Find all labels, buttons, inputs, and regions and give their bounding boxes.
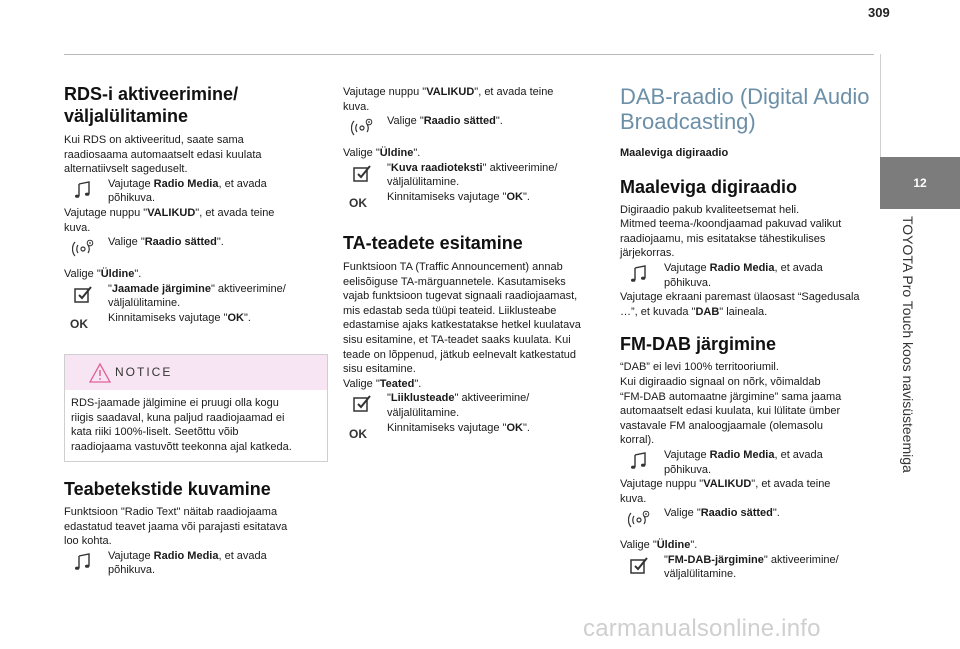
heading-dab: DAB-raadio (Digital Audio Broadcasting) [620,84,870,134]
notice-body: RDS-jaamade jälgimine ei pruugi olla kogu riigis saadaval, kuna paljud raadiojaamad ei kata riiki 100%-liselt. Seetõttu võib raadiojaama vastuvõtt teekonna ajal katkeda. [71,397,292,453]
radio-settings-icon[interactable] [628,508,650,530]
step-radio-settings-2: Valige "Raadio sätted". [343,114,603,142]
step-radio-media-3: Vajutage Radio Media, et avada põhikuva. [620,261,882,290]
fm-options-text: Vajutage nuppu "VALIKUD", et avada teine kuva. [620,478,831,505]
notice-header [65,355,327,390]
checkbox-icon[interactable] [72,284,94,306]
notice-box [64,354,328,462]
rds-general-text: Valige "Üldine". [64,268,142,281]
rds-intro: Kui RDS on aktiveeritud, saate sama raadiosaama automaatselt edasi kuulata alternatiivselt sageduselt. [64,134,262,176]
warning-icon [89,363,111,383]
step-confirm-ok-3: OK Kinnitamiseks vajutage "OK". [349,421,530,441]
step-fm-dab-following: "FM-DAB-järgimine" aktiveerimine/ väljalülitamine. [620,553,882,582]
heading-fm-dab: FM-DAB järgimine [620,334,777,355]
step-traffic-announcement: "Liiklusteade" aktiveerimine/ väljalülitamine. [343,391,603,420]
radio-text-intro: Funktsioon "Radio Text" näitab raadiojaama edastatud teavet jaama või parajasti esitatava loo kohta. [64,506,288,548]
checkbox-icon[interactable] [351,163,373,185]
column-right [620,84,882,582]
notice-title: NOTICE [115,365,173,379]
heading-rds: RDS-i aktiveerimine/ väljalülitamine [64,84,239,126]
music-note-icon[interactable] [628,450,650,472]
section-tab[interactable]: 12 [880,157,960,209]
heading-digital-radio: Maaleviga digiraadio [620,176,798,197]
step-confirm-ok: OK Kinnitamiseks vajutage "OK". [70,311,251,331]
step-radio-settings-3: Valige "Raadio sätted". [620,506,882,534]
step-radio-settings: Valige "Raadio sätted". [64,235,326,263]
heading-radio-text: Teabetekstide kuvamine [64,479,271,499]
page-number: 309 [868,5,890,20]
ok-button[interactable]: OK [70,316,88,331]
radio-settings-icon[interactable] [72,237,94,259]
radio-settings-icon[interactable] [351,116,373,138]
step-radio-media-4: Vajutage Radio Media, et avada põhikuva. [620,448,882,477]
step-confirm-ok-2: OK Kinnitamiseks vajutage "OK". [349,190,530,210]
column-left [64,83,326,331]
checkbox-icon[interactable] [351,393,373,415]
checkbox-icon[interactable] [628,555,650,577]
step-station-following: "Jaamade järgimine" aktiveerimine/ väljalülitamine. [64,282,326,311]
column-left-lower [64,478,326,578]
band-select-text: Vajutage ekraani paremast ülaosast “Sagedusala …”, et kuvada "DAB" laineala. [620,291,860,318]
dab-subheading: Maaleviga digiraadio [620,147,729,159]
chapter-side-title: TOYOTA Pro Touch koos navisüsteemiga [900,216,916,473]
fm-dab-intro: “DAB” ei levi 100% territooriumil. Kui digiraadio signaal on nõrk, võimaldab “FM-DAB automaatne järgimine” sama jaama automaatselt edasi kuulata, kui lülitate ümber vastavale FM analoogjaamale (olemasolu korral). [620,361,842,447]
rt-options-text: Vajutage nuppu "VALIKUD", et avada teine kuva. [343,86,554,113]
step-radio-media-2: Vajutage Radio Media, et avada põhikuva. [64,549,326,578]
ta-intro: Funktsioon TA (Traffic Announcement) annab eelisõiguse TA-märguannetele. Kasutamiseks vajab funktsioon tugevat signaali raadiojaamast, mis edastab seda tüüpi teateid. Liiklusteabe edastamise ajaks katkestatakse hetkel kuulatava sisu esitamine, et TA-teadet saaks kuulata. Kui teade on lõppenud, jätkub eelnevalt katkestatud sisu esitamine. [343,260,581,376]
music-note-icon[interactable] [628,263,650,285]
heading-ta: TA-teadete esitamine [343,232,523,253]
ok-button[interactable]: OK [349,426,367,441]
step-radio-media: Vajutage Radio Media, et avada põhikuva. [64,177,326,206]
digital-radio-intro: Digiraadio pakub kvaliteetsemat heli. Mitmed teema-/koondjaamad pakuvad valikut raadiojaamu, mis esitatakse tähestikulises järjekorras. [620,203,842,260]
music-note-icon[interactable] [72,551,94,573]
header-rule [64,54,874,55]
fm-general-text: Valige "Üldine". [620,539,698,552]
column-middle [343,85,603,441]
music-note-icon[interactable] [72,179,94,201]
watermark: carmanualsonline.info [583,615,821,642]
step-show-radio-text: "Kuva raadioteksti" aktiveerimine/ väljalülitamine. [343,161,603,190]
rds-options-text: Vajutage nuppu "VALIKUD", et avada teine kuva. [64,206,275,234]
rt-general-text: Valige "Üldine". [343,147,421,160]
ok-button[interactable]: OK [349,195,367,210]
ta-announcements-text: Valige "Teated". [343,377,422,390]
